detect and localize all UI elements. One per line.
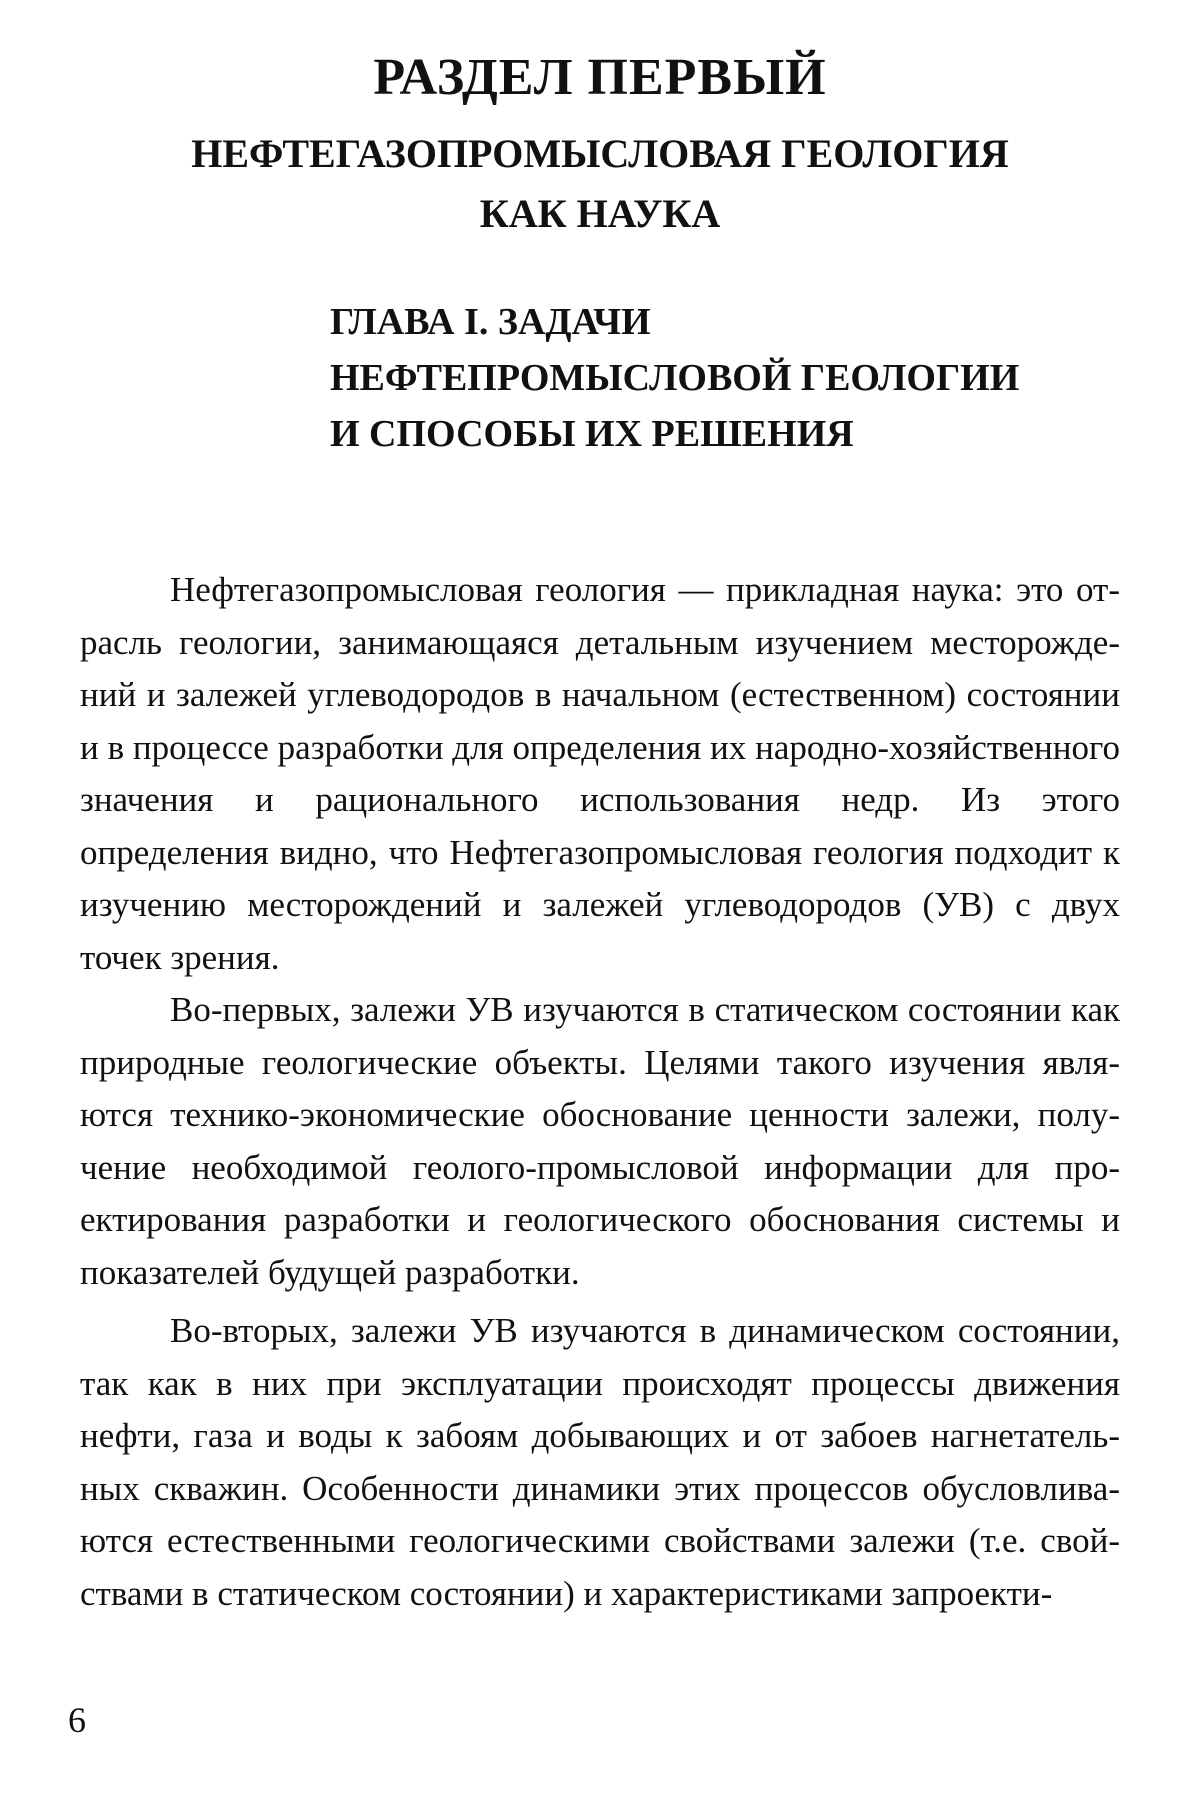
section-subtitle-line: КАК НАУКА — [479, 191, 721, 236]
paragraph: Во-первых, залежи УВ изучаются в статическом состоянии как природные геологические объекты. Целями такого изучения являются технико-экономические обоснование ценности залежи, получение необходимой геолого-промысловой информации для проектирования разработки и геологического обоснования системы и показателей будущей разработки. — [80, 990, 1120, 1292]
section-subtitle — [0, 124, 1200, 244]
body-text — [80, 564, 1120, 1620]
section-title: РАЗДЕЛ ПЕРВЫЙ — [373, 49, 827, 106]
page-number: 6 — [68, 1700, 86, 1740]
section-subtitle-line: НЕФТЕГАЗОПРОМЫСЛОВАЯ ГЕОЛОГИЯ — [191, 131, 1009, 176]
paragraph: Во-вторых, залежи УВ изучаются в динамическом состоянии, так как в них при эксплуатации происходят процессы движения нефти, газа и воды к забоям добывающих и от забоев нагнетательных скважин. Особенности динамики этих процессов обусловливаются естественными геологическими свойствами залежи (т.е. свойствами в статическом состоянии) и характеристиками запроекти- — [80, 1311, 1120, 1613]
chapter-title — [330, 294, 1130, 462]
chapter-title-line: И СПОСОБЫ ИХ РЕШЕНИЯ — [330, 413, 854, 455]
paragraph: Нефтегазопромысловая геология — прикладная наука: это отрасль геологии, занимающаяся детальным изучением месторождений и залежей углеводородов в начальном (естественном) состоянии и в процессе разработки для определения их народно-хозяйственного значения и рационального использования недр. Из этого определения видно, что Нефтегазопромысловая геология подходит к изучению месторождений и залежей углеводородов (УВ) с двух точек зрения. — [80, 570, 1120, 977]
chapter-title-line: НЕФТЕПРОМЫСЛОВОЙ ГЕОЛОГИИ — [330, 357, 1020, 399]
chapter-title-line: ГЛАВА I. ЗАДАЧИ — [330, 301, 651, 343]
